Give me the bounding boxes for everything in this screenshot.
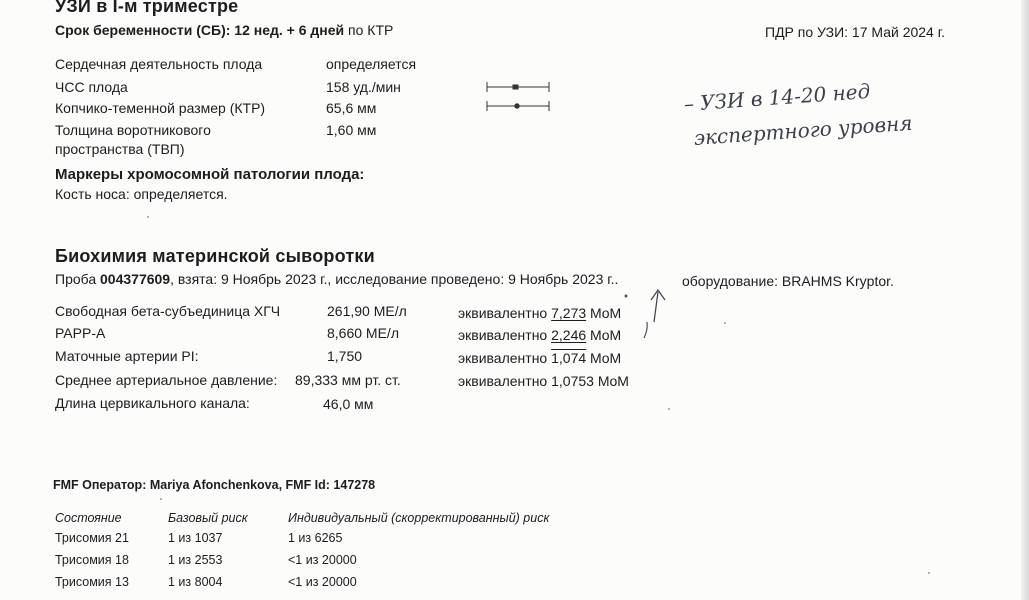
bio-value-uterine: 1,750 <box>327 348 363 364</box>
mom-unit: MoM <box>590 350 622 366</box>
bio-mom-pappa <box>458 327 621 343</box>
bio-label-pappa: PAPP-A <box>55 325 106 341</box>
us-value-nt: 1,60 мм <box>326 122 377 138</box>
risk-cell-condition: Трисомия 21 <box>55 531 129 545</box>
markers-text: Кость носа: определяется. <box>55 186 228 202</box>
due-date: ПДР по УЗИ: 17 Май 2024 г. <box>765 24 946 40</box>
sample-id: 004377609 <box>100 271 171 287</box>
gestation-suffix: по КТР <box>348 22 394 38</box>
bio-mom-uterine <box>458 350 621 366</box>
risk-cell-base: 1 из 1037 <box>168 531 223 545</box>
bio-label-hcg: Свободная бета-субъединица ХГЧ <box>55 303 281 319</box>
us-label-nt: Толщина воротникового <box>55 122 211 138</box>
risk-cell-individual: <1 из 20000 <box>288 553 357 567</box>
bio-value-hcg: 261,90 МЕ/л <box>327 303 407 319</box>
page-title: УЗИ в I-м триместре <box>55 0 239 16</box>
gestation-label: Срок беременности (СБ): 12 нед. + 6 дней <box>55 22 345 38</box>
eq-text: эквивалентно <box>458 327 548 343</box>
mom-unit: MoM <box>590 327 622 343</box>
scan-speck <box>724 322 726 324</box>
markers-heading: Маркеры хромосомной патологии плода: <box>55 166 365 183</box>
sample-dates: , взята: 9 Ноябрь 2023 г., исследование проведено: 9 Ноябрь 2023 г.. <box>170 271 619 287</box>
eq-text: эквивалентно <box>458 373 548 389</box>
us-label-nt-2: пространства (ТВП) <box>55 141 185 157</box>
biochem-sample-line <box>55 271 618 287</box>
handwritten-note-line-2: экспертного уровня <box>693 110 914 150</box>
risk-cell-individual: 1 из 6265 <box>288 531 343 545</box>
us-value-crl: 65,6 мм <box>326 100 377 116</box>
mom-value: 1,074 <box>551 350 587 366</box>
mom-unit: MoM <box>590 305 622 321</box>
equipment: оборудование: BRAHMS Kryptor. <box>682 273 894 289</box>
scan-speck <box>160 498 162 500</box>
risk-header-condition: Состояние <box>55 511 122 525</box>
operator-line: FMF Оператор: Mariya Afonchenkova, FMF Id: 147278 <box>53 478 376 492</box>
range-bar-hr <box>487 82 549 92</box>
bio-value-cervix: 46,0 мм <box>323 396 374 412</box>
scan-speck <box>928 572 930 574</box>
bio-label-uterine: Маточные артерии PI: <box>55 348 199 364</box>
risk-header-base: Базовый риск <box>168 511 248 525</box>
eq-text: эквивалентно <box>458 350 548 366</box>
sample-prefix: Проба <box>55 271 97 287</box>
mom-value: 7,273 <box>551 305 587 321</box>
bio-label-cervix: Длина цервикального канала: <box>55 395 250 411</box>
us-label-crl: Копчико-теменной размер (КТР) <box>55 100 266 116</box>
bio-value-pappa: 8,660 МЕ/л <box>327 325 399 341</box>
risk-cell-condition: Трисомия 18 <box>55 553 129 567</box>
range-bar-crl <box>487 101 549 111</box>
us-label-heart: Сердечная деятельность плода <box>55 56 263 72</box>
risk-cell-base: 1 из 2553 <box>168 553 223 567</box>
risk-cell-base: 1 из 8004 <box>168 575 223 589</box>
bio-label-map: Среднее артериальное давление: <box>55 372 278 388</box>
risk-cell-condition: Трисомия 13 <box>55 575 129 589</box>
eq-text: эквивалентно <box>458 305 548 321</box>
us-value-heart: определяется <box>326 56 417 72</box>
scan-edge <box>1021 0 1029 600</box>
risk-header-individual: Индивидуальный (скорректированный) риск <box>288 511 550 525</box>
range-indicators <box>486 80 552 114</box>
biochem-heading: Биохимия материнской сыворотки <box>55 246 375 266</box>
us-label-hr: ЧСС плода <box>55 79 128 95</box>
scan-speck <box>668 408 670 410</box>
handwritten-note-line-1: – УЗИ в 14-20 нед <box>683 78 872 116</box>
bio-value-map: 89,333 мм рт. ст. <box>295 372 401 388</box>
gestation-line <box>55 22 393 38</box>
us-value-hr: 158 уд./мин <box>326 79 401 95</box>
risk-cell-individual: <1 из 20000 <box>288 575 357 589</box>
mom-unit: MoM <box>597 373 629 389</box>
mom-value: 2,246 <box>551 327 587 343</box>
bio-mom-map <box>458 373 629 389</box>
scan-speck <box>147 216 149 218</box>
bio-mom-hcg <box>458 305 621 321</box>
mom-value: 1,0753 <box>551 373 594 389</box>
pen-arrow-marks <box>618 282 668 342</box>
